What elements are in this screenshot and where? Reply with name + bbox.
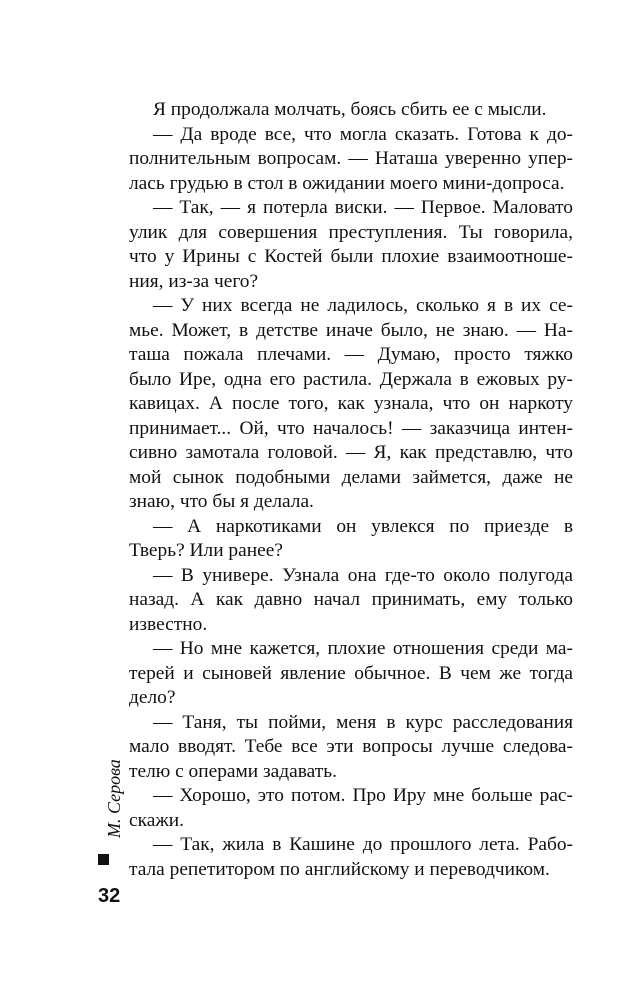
square-bullet-mark: [98, 854, 109, 865]
running-head-author: М. Серова: [104, 759, 124, 838]
text-line: улик для совершения преступления. Ты говорила,: [129, 221, 573, 243]
text-line: кавицах. А после того, как узнала, что он наркоту: [129, 393, 573, 414]
text-line: — В универе. Узнала она где-то около полугода: [153, 564, 573, 586]
text-line: — Но мне кажется, плохие отношения среди ма-: [153, 638, 573, 659]
body-text: [129, 98, 573, 882]
text-line: принимает... Ой, что началось! — заказчица интен-: [129, 417, 573, 439]
text-line: терей и сыновей явление обычное. В чем же тогда: [129, 662, 573, 684]
text-line: — У них всегда не ладилось, сколько я в их се-: [153, 295, 573, 316]
text-line: тала репетитором по английскому и переводчиком.: [129, 858, 550, 880]
text-line: — Таня, ты пойми, меня в курс расследования: [153, 711, 573, 733]
text-line: ния, из-за чего?: [129, 270, 259, 292]
text-line: известно.: [129, 613, 208, 635]
text-line: сивно замотала головой. — Я, как представлю, что: [129, 442, 573, 463]
text-line: — Так, жила в Кашине до прошлого лета. Рабо-: [153, 834, 573, 855]
text-line: знаю, что бы я делала.: [129, 491, 314, 512]
text-line: назад. А как давно начал принимать, ему только: [129, 589, 573, 610]
text-line: Я продолжала молчать, боясь сбить ее с мысли.: [153, 99, 547, 120]
text-line: полнительным вопросам. — Наташа уверенно упер-: [129, 148, 573, 169]
text-line: что у Ирины с Костей были плохие взаимоотноше-: [129, 246, 573, 267]
text-line: мой сынок подобными делами займется, даже не: [129, 466, 573, 488]
text-line: Тверь? Или ранее?: [129, 540, 283, 561]
text-line: скажи.: [129, 809, 184, 831]
text-line: — А наркотиками он увлекся по приезде в: [153, 515, 573, 537]
text-line: дело?: [129, 687, 176, 708]
text-line: мье. Может, в детстве иначе было, не знаю. — На-: [129, 319, 573, 341]
text-line: лась грудью в стол в ожидании моего мини-допроса.: [129, 172, 565, 194]
text-line: — Хорошо, это потом. Про Иру мне больше рас-: [153, 785, 573, 806]
text-line: таша пожала плечами. — Думаю, просто тяжко: [129, 344, 573, 365]
page-number: 32: [98, 885, 121, 907]
text-line: мало вводят. Тебе все эти вопросы лучше следова-: [129, 736, 573, 757]
text-line: — Так, — я потерла виски. — Первое. Маловато: [153, 197, 573, 218]
text-line: — Да вроде все, что могла сказать. Готова к до-: [153, 123, 573, 145]
text-line: было Ире, одна его растила. Держала в ежовых ру-: [129, 368, 573, 390]
text-line: телю с операми задавать.: [129, 760, 337, 782]
